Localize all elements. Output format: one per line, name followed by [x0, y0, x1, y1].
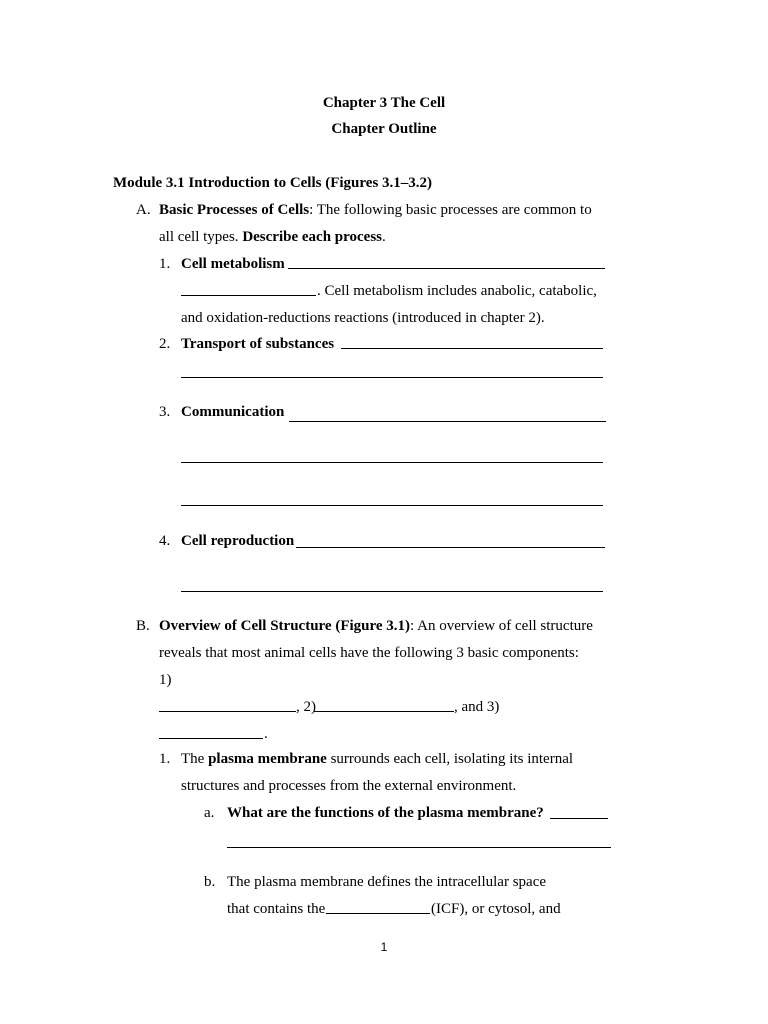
item-b1-text: The plasma membrane surrounds each cell, isolating its internal	[181, 751, 574, 767]
item-a2-number: 2.	[159, 336, 171, 352]
answer-blank[interactable]	[288, 268, 605, 269]
item-a4-label: Cell reproduction	[181, 533, 295, 549]
answer-blank[interactable]	[326, 913, 430, 914]
item-b1-number: 1.	[159, 751, 171, 767]
answer-blank[interactable]	[289, 421, 606, 422]
answer-blank[interactable]	[314, 711, 454, 712]
section-b-intro: Overview of Cell Structure (Figure 3.1): An overview of cell structure	[159, 618, 593, 634]
item-a4-number: 4.	[159, 533, 171, 549]
sub-b-line1: The plasma membrane defines the intracellular space	[227, 874, 547, 890]
sub-b-marker: b.	[204, 874, 216, 890]
answer-blank[interactable]	[181, 591, 603, 592]
section-a-intro: Basic Processes of Cells: The following basic processes are common to	[159, 202, 592, 218]
sub-a-marker: a.	[204, 805, 215, 821]
item-a1-text-line2: and oxidation-reductions reactions (introduced in chapter 2).	[181, 310, 545, 326]
component-end-period: .	[264, 726, 268, 742]
component-1-label: 1)	[159, 672, 172, 688]
item-a1-text: . Cell metabolism includes anabolic, catabolic,	[317, 283, 597, 299]
item-a2-label: Transport of substances	[181, 336, 335, 352]
section-b-marker: B.	[136, 618, 150, 634]
section-a-intro-line2: all cell types. Describe each process.	[159, 229, 386, 245]
answer-blank[interactable]	[296, 547, 605, 548]
chapter-subtitle: Chapter Outline	[331, 121, 437, 137]
answer-blank[interactable]	[181, 462, 603, 463]
answer-blank[interactable]	[181, 505, 603, 506]
chapter-title: Chapter 3 The Cell	[322, 95, 446, 111]
answer-blank[interactable]	[159, 738, 263, 739]
answer-blank[interactable]	[159, 711, 296, 712]
sub-b-line2-post: (ICF), or cytosol, and	[431, 901, 561, 917]
item-a3-label: Communication	[181, 404, 285, 420]
answer-blank[interactable]	[181, 377, 603, 378]
sub-a-question: What are the functions of the plasma membrane?	[227, 805, 544, 821]
component-3-label: , and 3)	[454, 699, 500, 715]
section-b-intro-line2: reveals that most animal cells have the following 3 basic components:	[159, 645, 579, 661]
item-a1-number: 1.	[159, 256, 171, 272]
item-a1-label: Cell metabolism	[181, 256, 285, 272]
answer-blank[interactable]	[227, 847, 611, 848]
item-a3-number: 3.	[159, 404, 171, 420]
answer-blank[interactable]	[550, 818, 608, 819]
component-2-label: , 2)	[296, 699, 316, 715]
answer-blank[interactable]	[181, 295, 316, 296]
answer-blank[interactable]	[341, 348, 603, 349]
item-b1-text-line2: structures and processes from the external environment.	[181, 778, 517, 794]
page-number: 1	[380, 940, 388, 954]
sub-b-line2-pre: that contains the	[227, 901, 326, 917]
section-a-marker: A.	[136, 202, 151, 218]
module-heading: Module 3.1 Introduction to Cells (Figures 3.1–3.2)	[113, 175, 433, 191]
